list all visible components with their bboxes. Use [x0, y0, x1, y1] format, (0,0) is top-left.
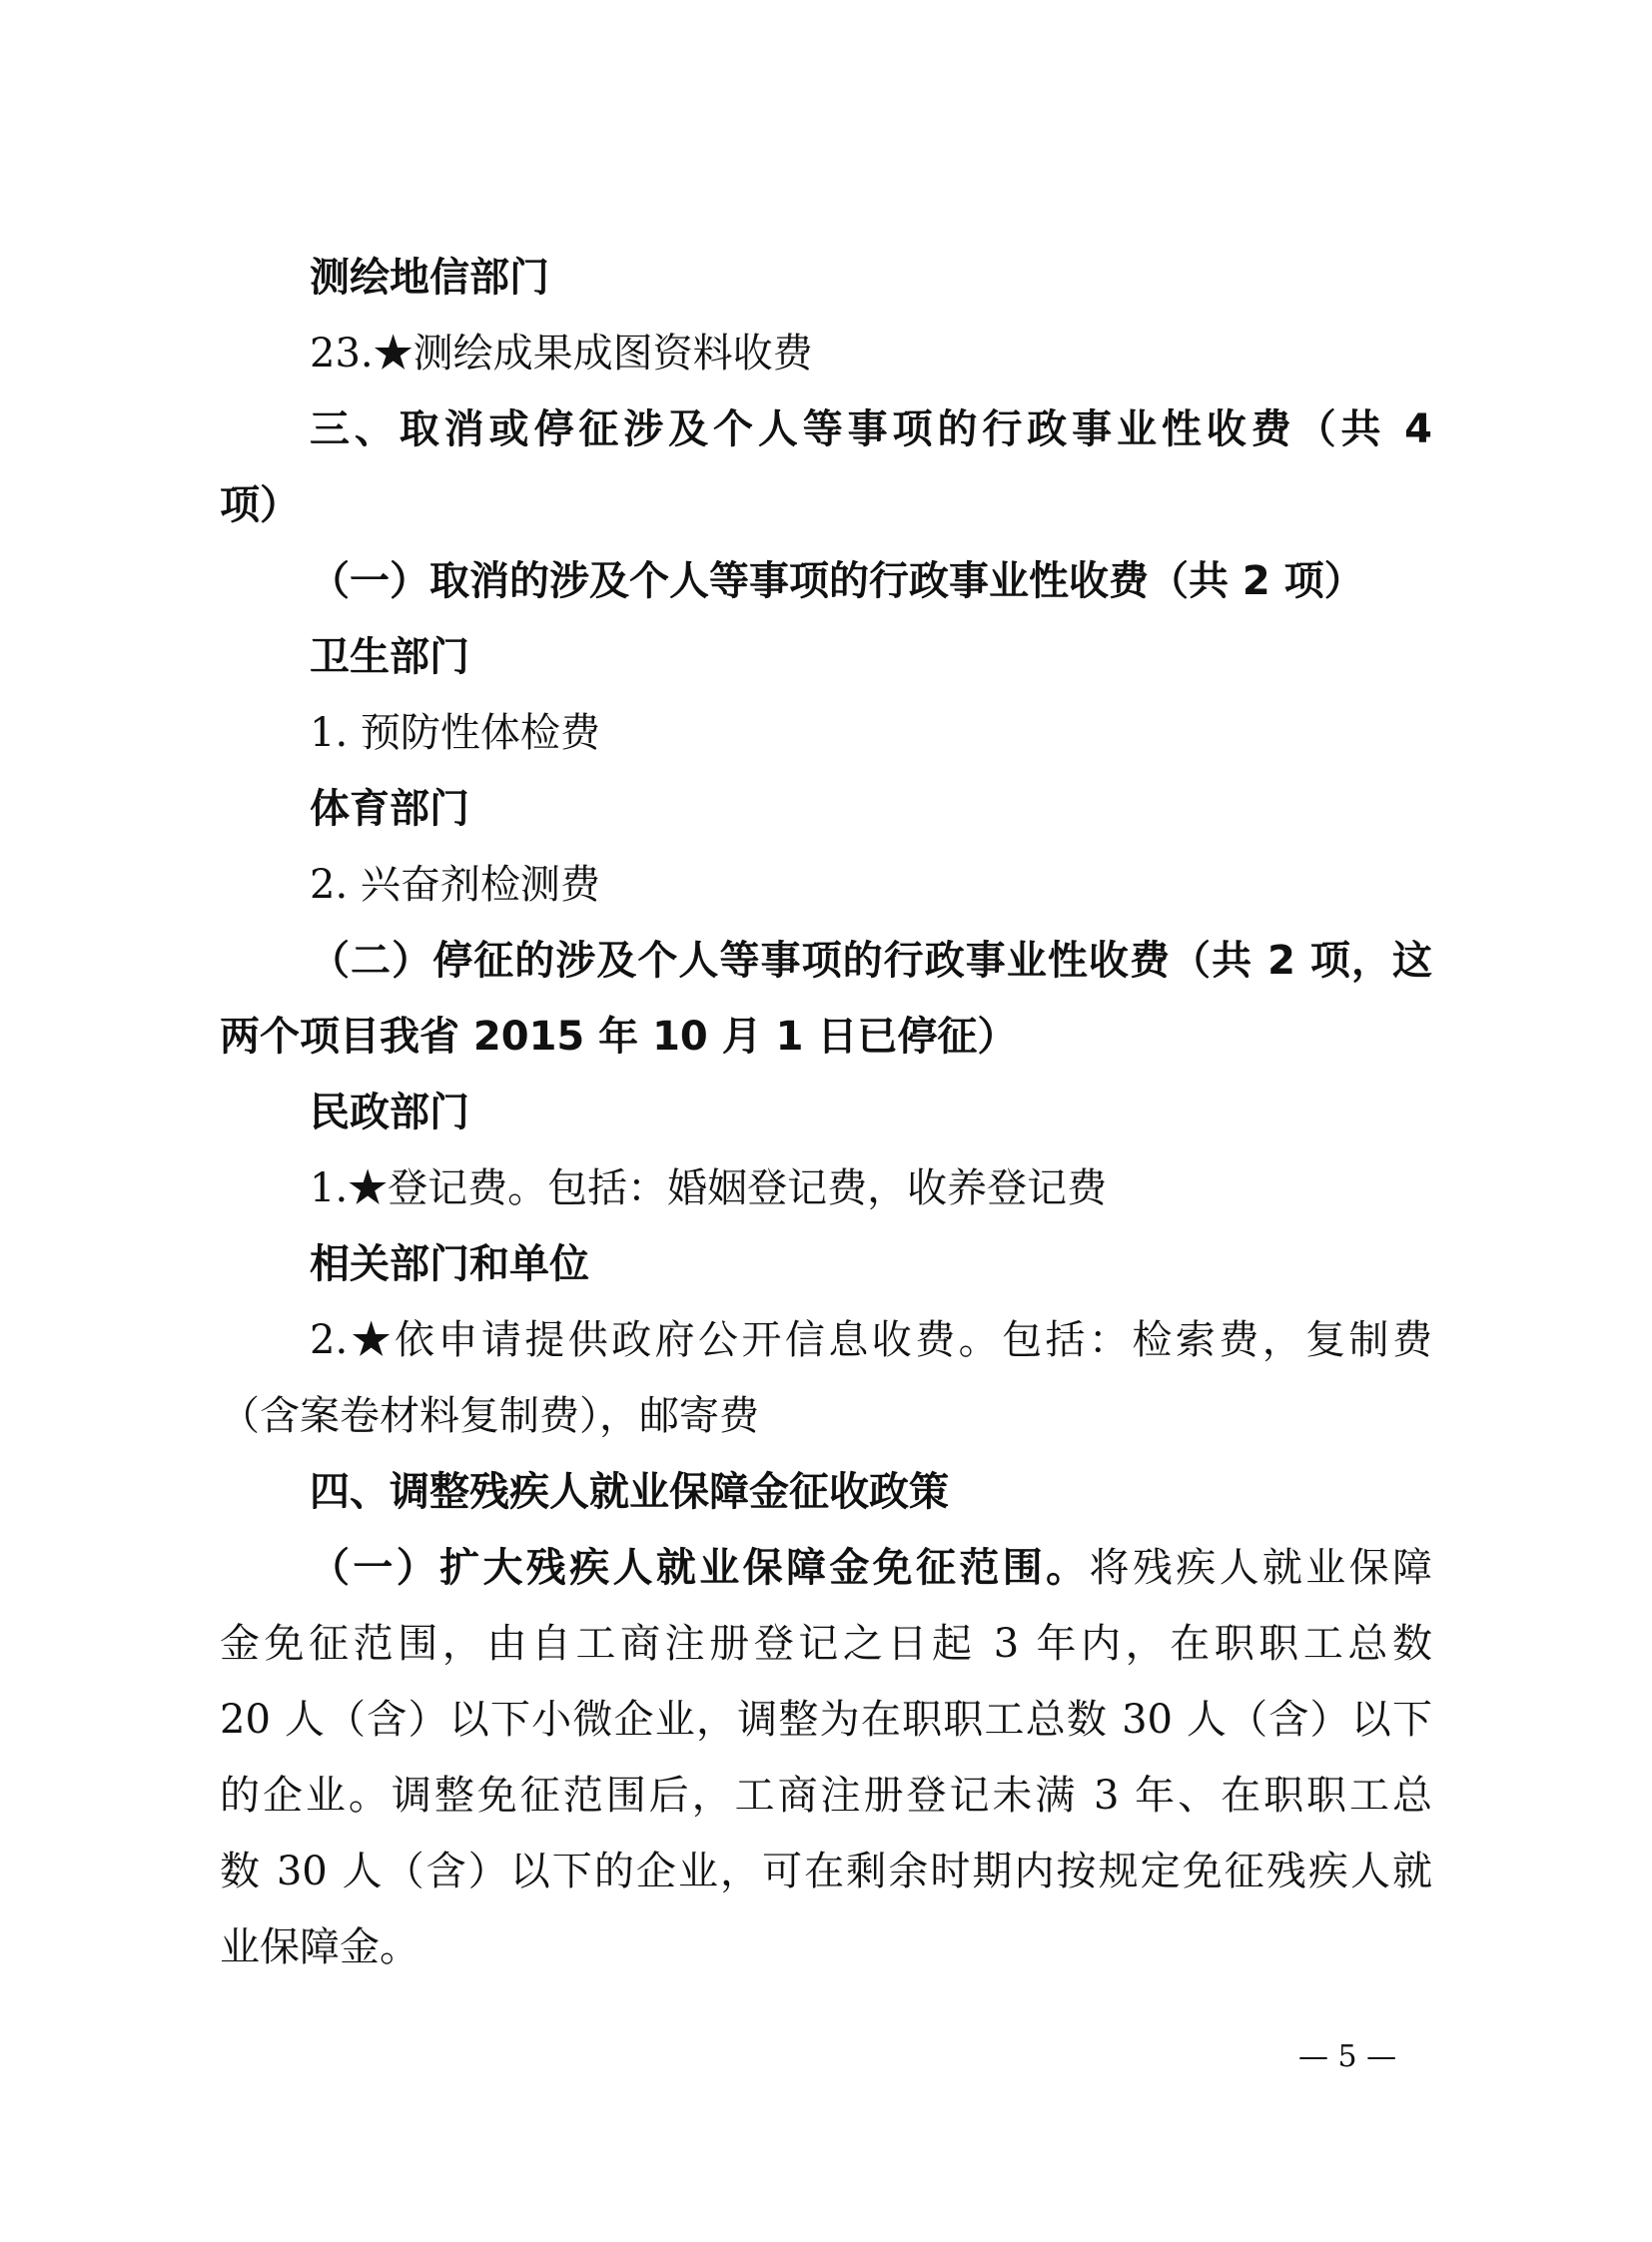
section-4-paragraph-line-6: 业保障金。	[220, 1924, 419, 1970]
subsection-2-heading-cont: 两个项目我省 2015 年 10 月 1 日已停征）	[220, 1014, 1018, 1060]
item-2-doping-test-fee: 2. 兴奋剂检测费	[310, 862, 600, 908]
section-4-paragraph-line-4: 的企业。调整免征范围后，工商注册登记未满 3 年、在职职工总	[220, 1773, 1432, 1819]
item-2-info-disclosure-fee-cont: （含案卷材料复制费），邮寄费	[220, 1393, 759, 1439]
dept-heading-civil-affairs: 民政部门	[310, 1090, 469, 1135]
section-4-paragraph-line-5: 数 30 人（含）以下的企业，可在剩余时期内按规定免征残疾人就	[220, 1849, 1432, 1894]
item-1-preventive-exam-fee: 1. 预防性体检费	[310, 710, 600, 756]
item-1-registration-fee: 1.★登记费。包括：婚姻登记费，收养登记费	[310, 1165, 1108, 1211]
subsection-2-heading: （二）停征的涉及个人等事项的行政事业性收费（共 2 项，这	[310, 938, 1432, 984]
item-23-surveying-fee: 23.★测绘成果成图资料收费	[310, 331, 813, 376]
dept-heading-sports: 体育部门	[310, 786, 469, 832]
dept-heading-surveying: 测绘地信部门	[310, 255, 549, 301]
dept-heading-health: 卫生部门	[310, 634, 469, 680]
section-4-paragraph-line-1	[310, 1540, 1432, 1596]
section-4-heading: 四、调整残疾人就业保障金征收政策	[310, 1469, 949, 1515]
section-4-paragraph-line-2: 金免征范围，由自工商注册登记之日起 3 年内，在职职工总数	[220, 1621, 1432, 1667]
section-3-heading: 三、取消或停征涉及个人等事项的行政事业性收费（共 4	[310, 406, 1432, 452]
item-2-info-disclosure-fee: 2.★依申请提供政府公开信息收费。包括：检索费，复制费	[310, 1317, 1432, 1363]
section-3-heading-cont: 项）	[220, 482, 300, 528]
subsection-1-lead: （一）扩大残疾人就业保障金免征范围。	[310, 1545, 1090, 1591]
dept-heading-related-units: 相关部门和单位	[310, 1241, 589, 1287]
paragraph-text: 将残疾人就业保障	[1089, 1545, 1433, 1591]
section-4-paragraph-line-3: 20 人（含）以下小微企业，调整为在职职工总数 30 人（含）以下	[220, 1697, 1432, 1743]
page-number: — 5 —	[1298, 2039, 1397, 2074]
subsection-1-heading: （一）取消的涉及个人等事项的行政事业性收费（共 2 项）	[310, 558, 1364, 604]
